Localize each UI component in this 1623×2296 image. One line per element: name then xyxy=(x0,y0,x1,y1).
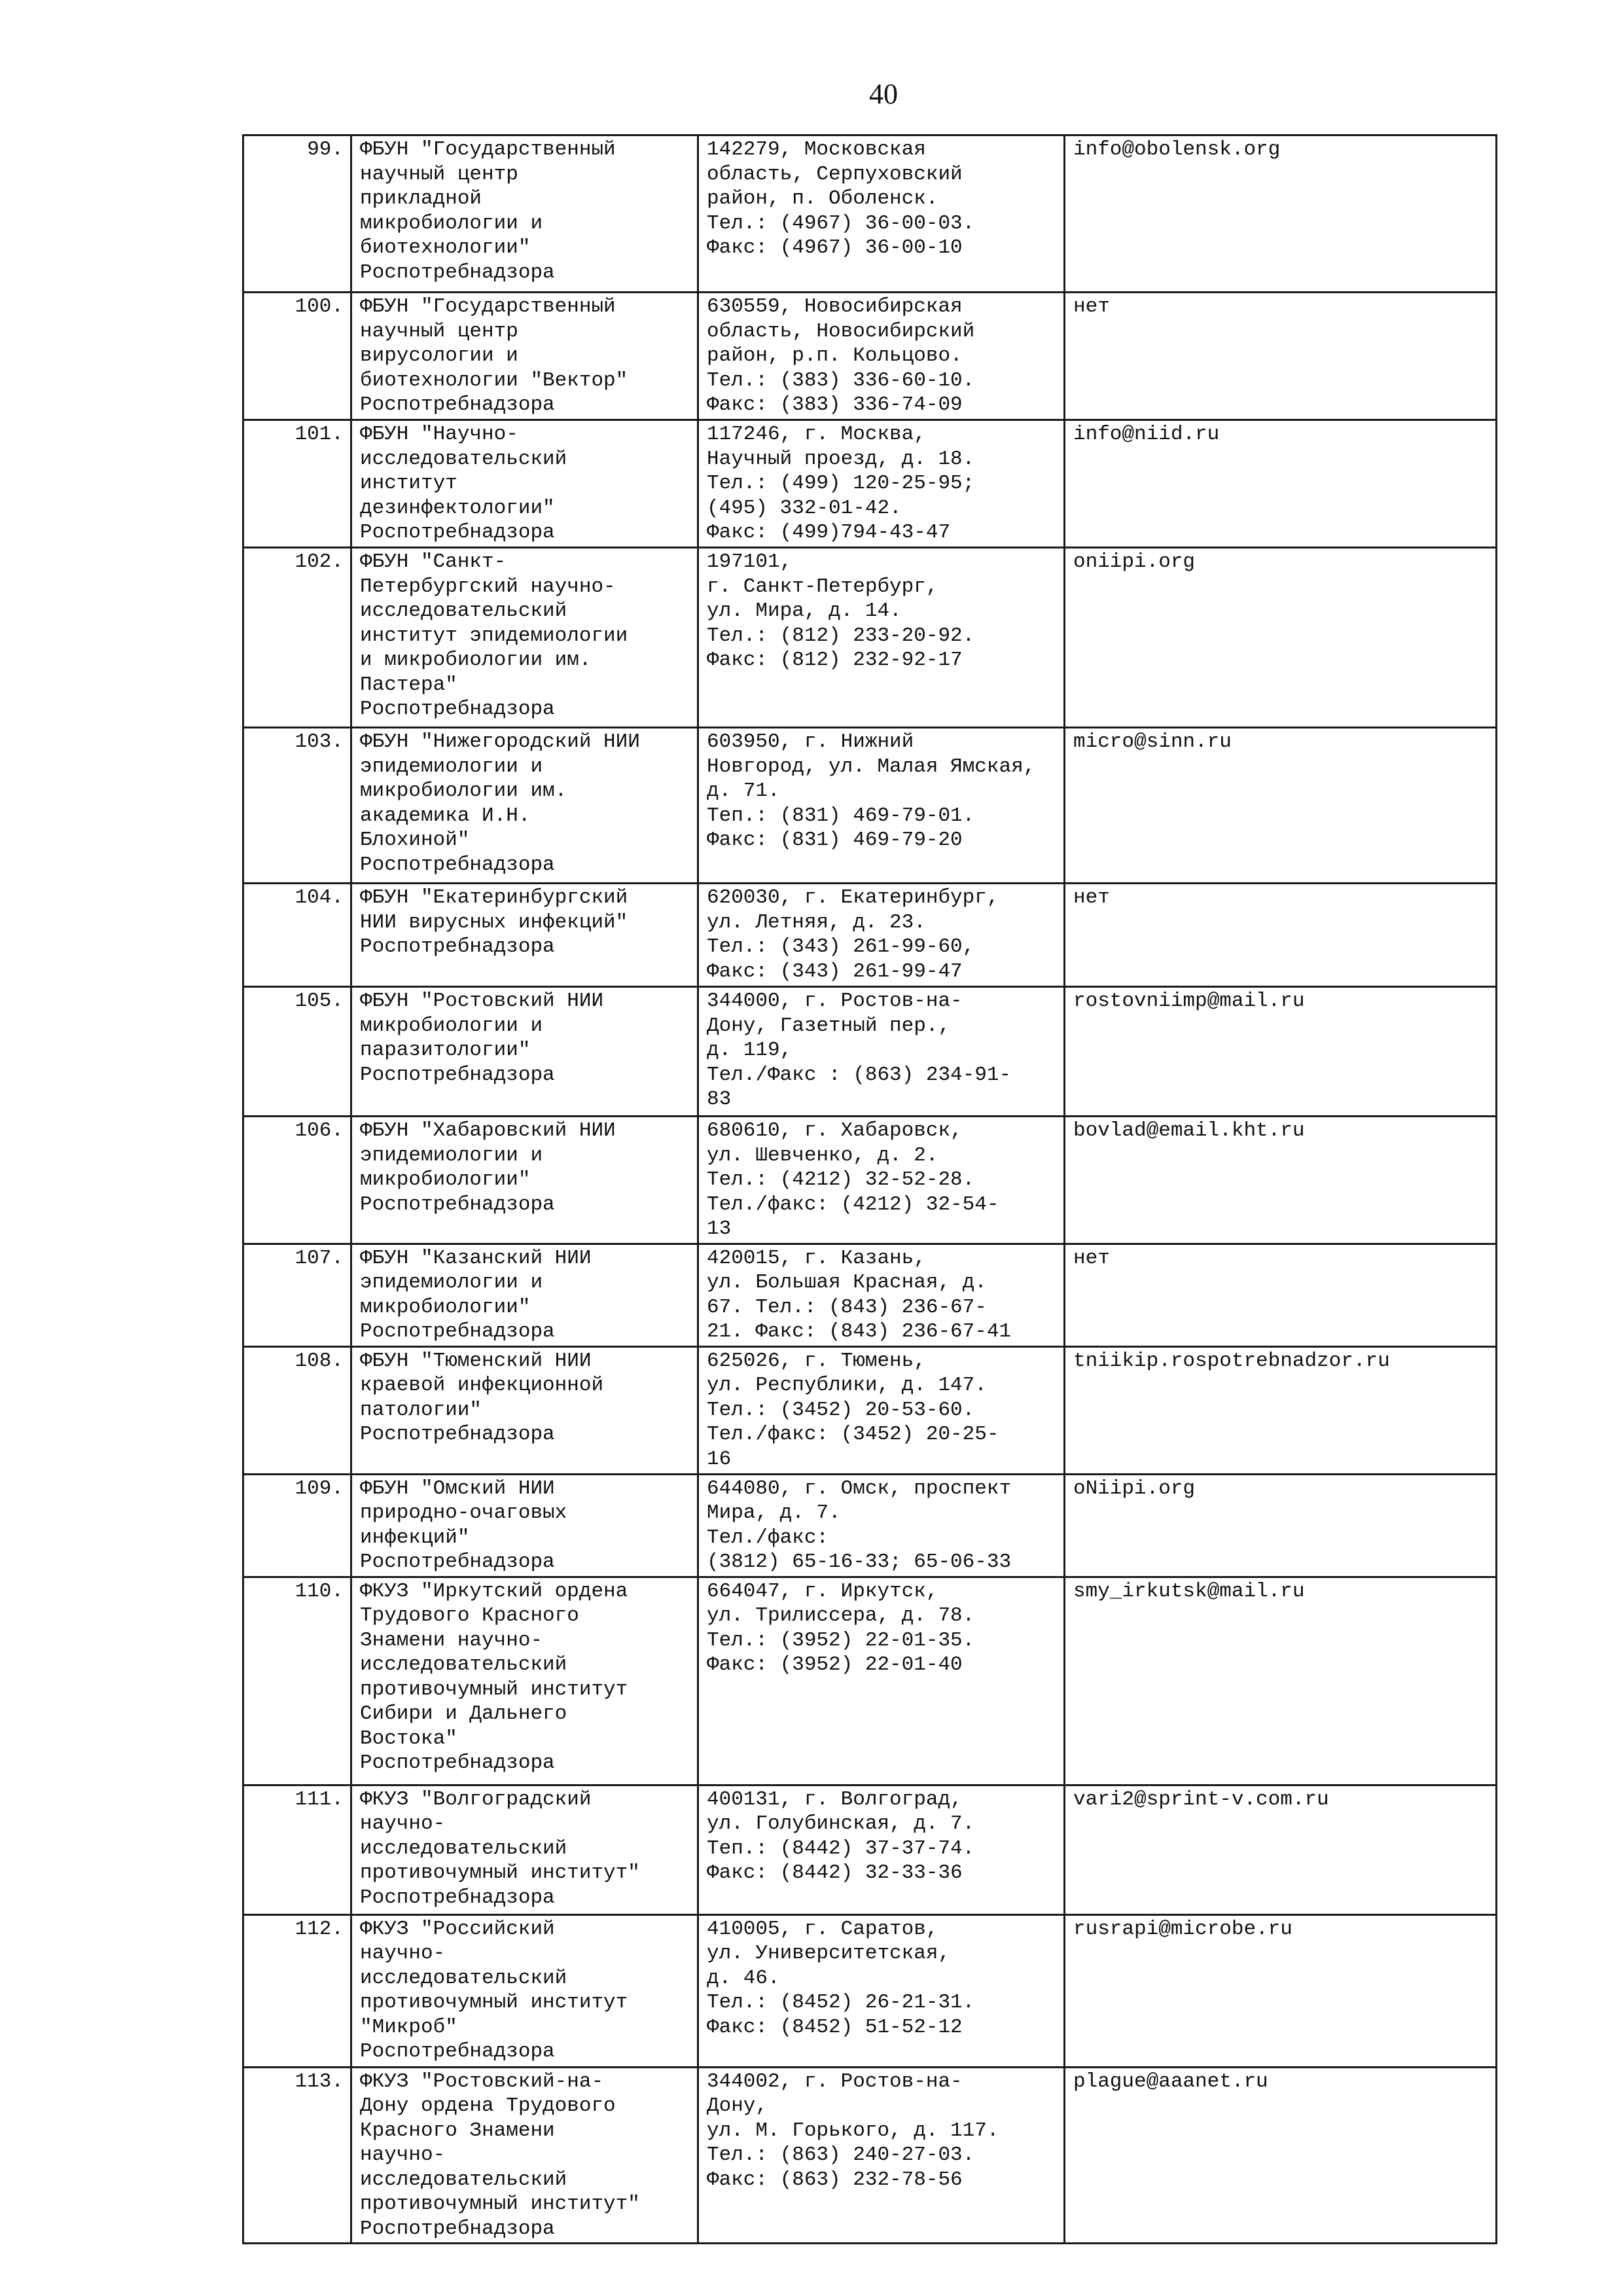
table-row xyxy=(243,293,1497,420)
address-contacts: 625026, г. Тюмень, ул. Республики, д. 147. Тел.: (3452) 20-53-60. Тел./факс: (3452) 20-25- 16 xyxy=(698,1346,1065,1474)
address-contacts: 344000, г. Ростов-на- Дону, Газетный пер., д. 119, Тел./Факс : (863) 234-91- 83 xyxy=(698,987,1065,1117)
address-contacts: 620030, г. Екатеринбург, ул. Летняя, д. 23. Тел.: (343) 261-99-60, Факс: (343) 261-99-47 xyxy=(698,884,1065,987)
address-contacts: 603950, г. Нижний Новгород, ул. Малая Ямская, д. 71. Теп.: (831) 469-79-01. Факс: (831) 469-79-20 xyxy=(698,728,1065,884)
email-address: oniipi.org xyxy=(1065,548,1497,728)
row-number: 103. xyxy=(243,728,351,884)
organization-name: ФБУН "Научно- исследовательский институт дезинфектологии" Роспотребнадзора xyxy=(351,420,698,548)
row-number: 101. xyxy=(243,420,351,548)
table-row xyxy=(243,987,1497,1117)
row-number: 99. xyxy=(243,135,351,293)
row-number: 100. xyxy=(243,293,351,420)
row-number: 102. xyxy=(243,548,351,728)
table-row xyxy=(243,884,1497,987)
organization-name: ФБУН "Государственный научный центр вирусологии и биотехнологии "Вектор" Роспотребнадзора xyxy=(351,293,698,420)
table-row xyxy=(243,1346,1497,1474)
email-address: rostovniimp@mail.ru xyxy=(1065,987,1497,1117)
table-row xyxy=(243,420,1497,548)
row-number: 106. xyxy=(243,1117,351,1244)
page-number: 40 xyxy=(869,78,898,110)
email-address: tniikip.rospotrebnadzor.ru xyxy=(1065,1346,1497,1474)
row-number: 104. xyxy=(243,884,351,987)
email-address: bovlad@email.kht.ru xyxy=(1065,1117,1497,1244)
email-address: rusrapi@microbe.ru xyxy=(1065,1914,1497,2067)
row-number: 109. xyxy=(243,1474,351,1577)
organization-name: ФБУН "Екатеринбургский НИИ вирусных инфекций" Роспотребнадзора xyxy=(351,884,698,987)
organization-name: ФКУЗ "Иркутский ордена Трудового Красного Знамени научно- исследовательский противочумный институт Сибири и Дальнего Востока" Роспотребнадзора xyxy=(351,1577,698,1785)
table-row xyxy=(243,728,1497,884)
table-row xyxy=(243,1117,1497,1244)
row-number: 105. xyxy=(243,987,351,1117)
table-row xyxy=(243,548,1497,728)
table-row xyxy=(243,1785,1497,1914)
address-contacts: 117246, г. Москва, Научный проезд, д. 18. Тел.: (499) 120-25-95; (495) 332-01-42. Факс: (499)794-43-47 xyxy=(698,420,1065,548)
email-address: нет xyxy=(1065,293,1497,420)
address-contacts: 197101, г. Санкт-Петербург, ул. Мира, д. 14. Тел.: (812) 233-20-92. Факс: (812) 232-92-17 xyxy=(698,548,1065,728)
table-row xyxy=(243,135,1497,293)
row-number: 111. xyxy=(243,1785,351,1914)
organization-name: ФБУН "Казанский НИИ эпидемиологии и микробиологии" Роспотребнадзора xyxy=(351,1244,698,1346)
row-number: 107. xyxy=(243,1244,351,1346)
address-contacts: 344002, г. Ростов-на- Дону, ул. М. Горького, д. 117. Тел.: (863) 240-27-03. Факс: (863) 232-78-56 xyxy=(698,2067,1065,2244)
address-contacts: 400131, г. Волгоград, ул. Голубинская, д. 7. Теп.: (8442) 37-37-74. Факс: (8442) 32-33-36 xyxy=(698,1785,1065,1914)
organization-name: ФКУЗ "Ростовский-на- Дону ордена Трудового Красного Знамени научно- исследовательский противочумный институт" Роспотребнадзора xyxy=(351,2067,698,2244)
email-address: oNiipi.org xyxy=(1065,1474,1497,1577)
table-row xyxy=(243,1474,1497,1577)
address-contacts: 644080, г. Омск, проспект Мира, д. 7. Тел./факс: (3812) 65-16-33; 65-06-33 xyxy=(698,1474,1065,1577)
organization-name: ФКУЗ "Российский научно- исследовательский противочумный институт "Микроб" Роспотребнадзора xyxy=(351,1914,698,2067)
address-contacts: 664047, г. Иркутск, ул. Трилиссера, д. 78. Тел.: (3952) 22-01-35. Факс: (3952) 22-01-40 xyxy=(698,1577,1065,1785)
organization-name: ФБУН "Тюменский НИИ краевой инфекционной патологии" Роспотребнадзора xyxy=(351,1346,698,1474)
email-address: info@niid.ru xyxy=(1065,420,1497,548)
organization-name: ФБУН "Нижегородский НИИ эпидемиологии и микробиологии им. академика И.Н. Блохиной" Роспотребнадзора xyxy=(351,728,698,884)
table-row xyxy=(243,2067,1497,2244)
row-number: 112. xyxy=(243,1914,351,2067)
email-address: vari2@sprint-v.com.ru xyxy=(1065,1785,1497,1914)
table-row xyxy=(243,1914,1497,2067)
organization-name: ФБУН "Омский НИИ природно-очаговых инфекций" Роспотребнадзора xyxy=(351,1474,698,1577)
address-contacts: 142279, Московская область, Серпуховский район, п. Оболенск. Тел.: (4967) 36-00-03. Факс: (4967) 36-00-10 xyxy=(698,135,1065,293)
organization-name: ФБУН "Хабаровский НИИ эпидемиологии и микробиологии" Роспотребнадзора xyxy=(351,1117,698,1244)
email-address: micro@sinn.ru xyxy=(1065,728,1497,884)
organization-name: ФКУЗ "Волгоградский научно- исследовательский противочумный институт" Роспотребнадзора xyxy=(351,1785,698,1914)
organization-name: ФБУН "Ростовский НИИ микробиологии и паразитологии" Роспотребнадзора xyxy=(351,987,698,1117)
email-address: info@obolensk.org xyxy=(1065,135,1497,293)
email-address: нет xyxy=(1065,884,1497,987)
institutes-table xyxy=(242,134,1497,2244)
table-row xyxy=(243,1244,1497,1346)
address-contacts: 680610, г. Хабаровск, ул. Шевченко, д. 2. Тел.: (4212) 32-52-28. Тел./факс: (4212) 32-54- 13 xyxy=(698,1117,1065,1244)
organization-name: ФБУН "Государственный научный центр прикладной микробиологии и биотехнологии" Роспотребнадзора xyxy=(351,135,698,293)
address-contacts: 410005, г. Саратов, ул. Университетская, д. 46. Тел.: (8452) 26-21-31. Факс: (8452) 51-52-12 xyxy=(698,1914,1065,2067)
table-body xyxy=(243,135,1497,2244)
row-number: 110. xyxy=(243,1577,351,1785)
row-number: 113. xyxy=(243,2067,351,2244)
email-address: нет xyxy=(1065,1244,1497,1346)
address-contacts: 630559, Новосибирская область, Новосибирский район, р.п. Кольцово. Тел.: (383) 336-60-10. Факс: (383) 336-74-09 xyxy=(698,293,1065,420)
email-address: smy_irkutsk@mail.ru xyxy=(1065,1577,1497,1785)
email-address: plague@aaanet.ru xyxy=(1065,2067,1497,2244)
row-number: 108. xyxy=(243,1346,351,1474)
address-contacts: 420015, г. Казань, ул. Большая Красная, д. 67. Тел.: (843) 236-67- 21. Факс: (843) 236-67-41 xyxy=(698,1244,1065,1346)
table-row xyxy=(243,1577,1497,1785)
organization-name: ФБУН "Санкт- Петербургский научно- исследовательский институт эпидемиологии и микробиологии им. Пастера" Роспотребнадзора xyxy=(351,548,698,728)
